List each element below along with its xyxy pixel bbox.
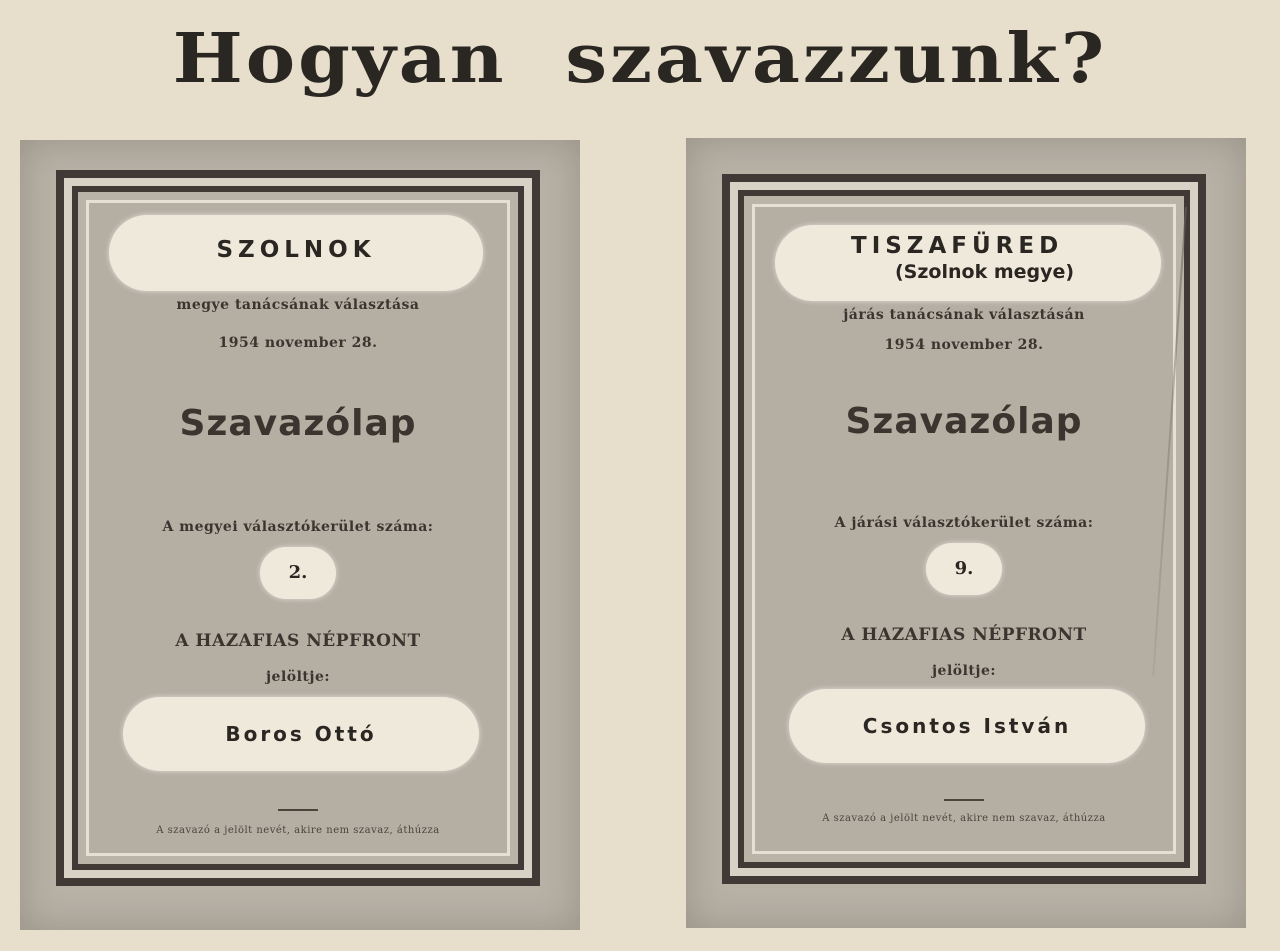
divider-rule [944, 799, 984, 801]
ballot-content [755, 207, 1173, 851]
election-line: megye tanácsának választása [176, 297, 420, 313]
footnote: A szavazó a jelölt nevét, akire nem szavaz, áthúzza [156, 825, 440, 836]
ballot-inner-border [752, 204, 1176, 854]
district-number: 2. [260, 547, 336, 599]
footnote: A szavazó a jelölt nevét, akire nem szavaz, áthúzza [822, 813, 1106, 824]
place-name: TISZAFÜRED [851, 233, 1064, 259]
election-date: 1954 november 28. [884, 337, 1044, 353]
front-name: A HAZAFIAS NÉPFRONT [841, 625, 1087, 645]
candidate-name: Csontos István [789, 689, 1145, 763]
front-name: A HAZAFIAS NÉPFRONT [175, 631, 421, 651]
election-line: járás tanácsának választásán [843, 307, 1085, 323]
ballot-inner-border [86, 200, 510, 856]
headline: Hogyan szavazzunk? [172, 19, 1108, 99]
place-name: SZOLNOK [216, 237, 376, 263]
candidate-label: jelöltje: [931, 663, 997, 679]
divider-rule [278, 809, 318, 811]
ballot-title: Szavazólap [845, 401, 1083, 442]
candidate-name: Boros Ottó [123, 697, 479, 771]
district-label: A megyei választókerület száma: [162, 519, 434, 535]
ballot-outer-border [722, 174, 1206, 884]
election-date: 1954 november 28. [218, 335, 378, 351]
ballot-outer-border [56, 170, 540, 886]
ballot-middle-border [72, 186, 524, 870]
ballot-title: Szavazólap [179, 403, 417, 444]
place-name-box [109, 215, 483, 291]
place-name-box [775, 225, 1161, 301]
ballot-content [89, 203, 507, 853]
candidate-label: jelöltje: [265, 669, 331, 685]
ballot-middle-border [738, 190, 1190, 868]
district-number: 9. [926, 543, 1002, 595]
district-label: A járási választókerület száma: [834, 515, 1094, 531]
ballot-tiszafured [686, 138, 1246, 928]
ballot-szolnok [20, 140, 580, 930]
place-subtitle: (Szolnok megye) [895, 261, 1075, 283]
